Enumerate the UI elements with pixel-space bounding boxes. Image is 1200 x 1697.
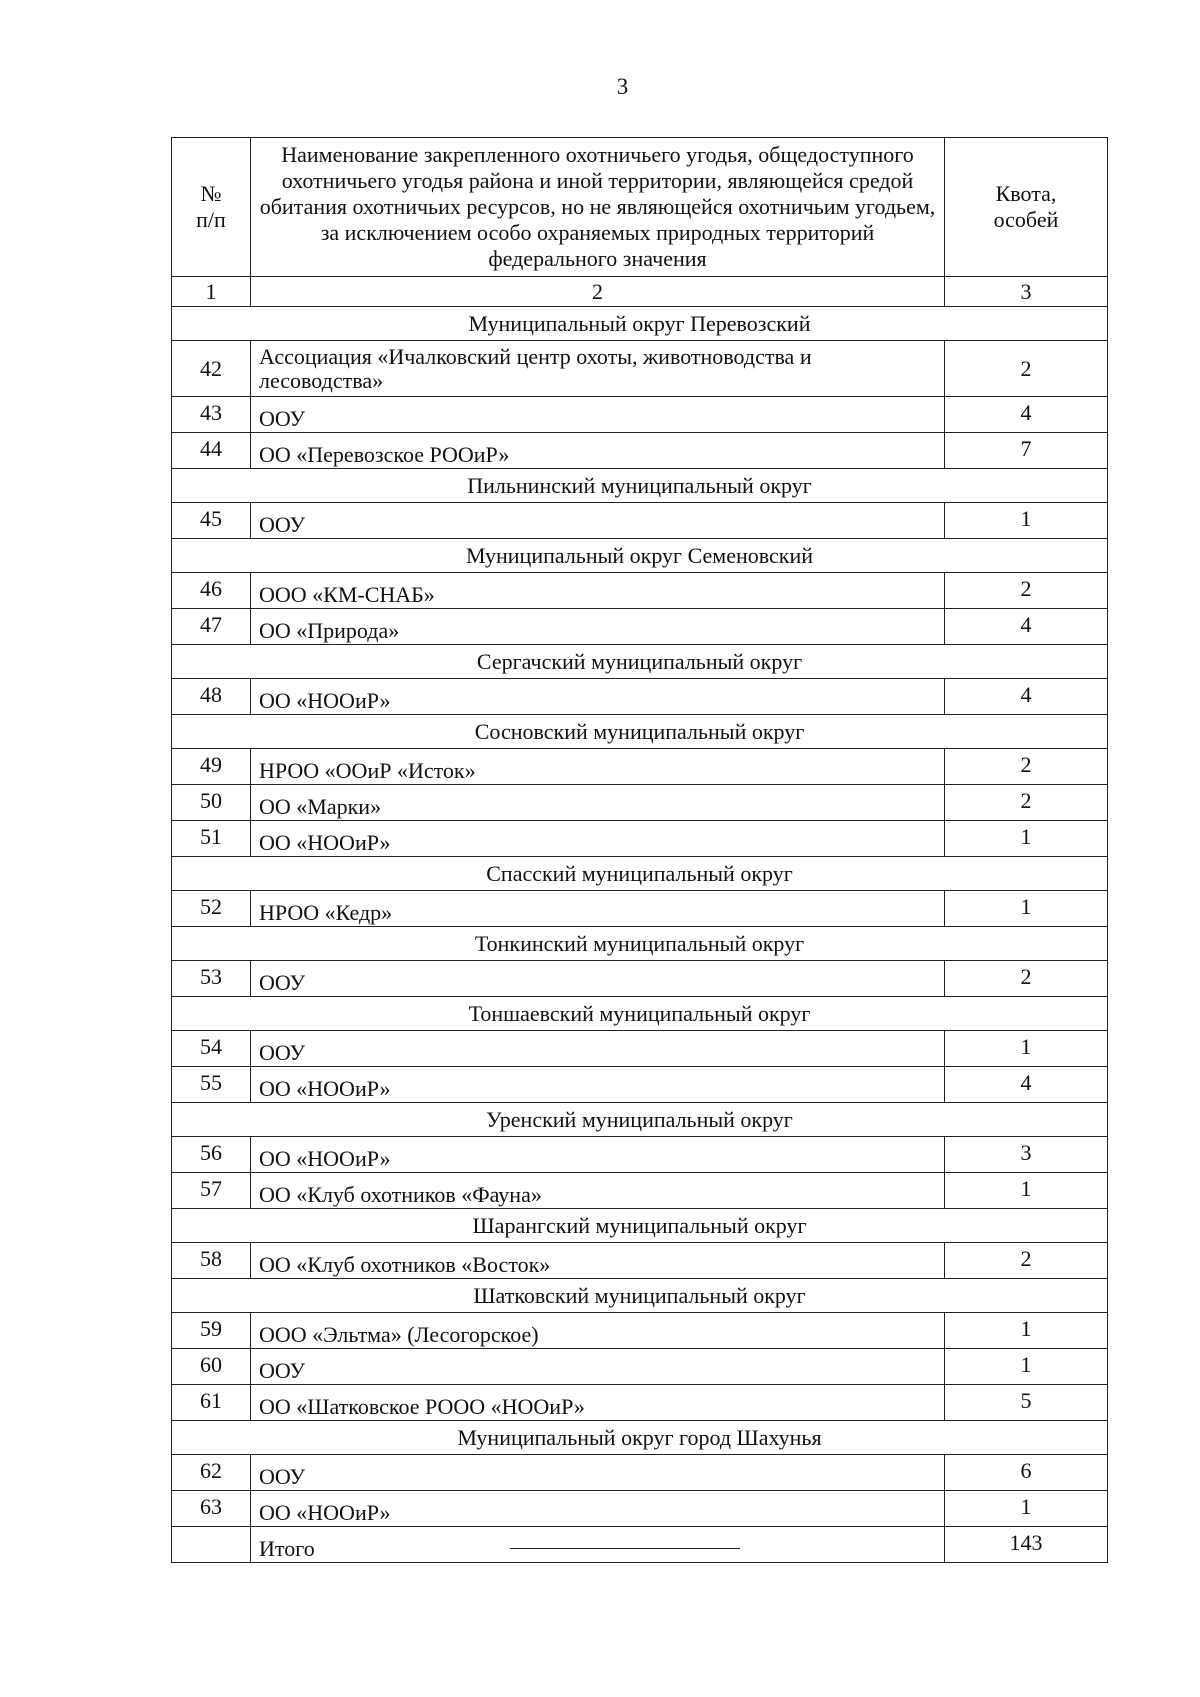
- row-name: ОО «НООиР»: [251, 679, 945, 715]
- row-name: Итого: [251, 1527, 945, 1563]
- row-name: ОО «Природа»: [251, 609, 945, 645]
- district-group-row: [172, 1279, 1108, 1313]
- district-group-row: [172, 469, 1108, 503]
- quota-table: [171, 137, 1108, 1563]
- row-quota: 4: [945, 679, 1108, 715]
- row-name: ООУ: [251, 503, 945, 539]
- row-quota: 1: [945, 1491, 1108, 1527]
- district-title: Муниципальный округ Семеновский: [172, 539, 1108, 573]
- row-name: ОО «Перевозское РООиР»: [251, 433, 945, 469]
- row-quota: 1: [945, 1031, 1108, 1067]
- quota-table-body: [172, 138, 1108, 1563]
- row-quota: 2: [945, 573, 1108, 609]
- table-row: [172, 1349, 1108, 1385]
- row-quota: 1: [945, 1173, 1108, 1209]
- row-name: Ассоциация «Ичалковский центр охоты, животноводства и лесоводства»: [251, 341, 945, 397]
- row-quota: 1: [945, 1313, 1108, 1349]
- row-name: ОО «Шатковское РООО «НООиР»: [251, 1385, 945, 1421]
- district-group-row: [172, 927, 1108, 961]
- district-title: Тонкинский муниципальный округ: [172, 927, 1108, 961]
- row-name: ООУ: [251, 1031, 945, 1067]
- district-title: Шарангский муниципальный округ: [172, 1209, 1108, 1243]
- row-quota: 5: [945, 1385, 1108, 1421]
- row-quota: 1: [945, 821, 1108, 857]
- row-number: 50: [172, 785, 251, 821]
- row-name: ООО «КМ-СНАБ»: [251, 573, 945, 609]
- district-group-row: [172, 997, 1108, 1031]
- row-number: 48: [172, 679, 251, 715]
- district-title: Спасский муниципальный округ: [172, 857, 1108, 891]
- row-number: 53: [172, 961, 251, 997]
- row-quota: 2: [945, 1243, 1108, 1279]
- row-quota: 7: [945, 433, 1108, 469]
- row-number: 46: [172, 573, 251, 609]
- table-row: [172, 749, 1108, 785]
- district-group-row: [172, 539, 1108, 573]
- row-name: ОО «Клуб охотников «Восток»: [251, 1243, 945, 1279]
- row-name: ОО «Марки»: [251, 785, 945, 821]
- end-divider: [510, 1548, 740, 1549]
- table-row: [172, 1385, 1108, 1421]
- header-name: Наименование закрепленного охотничьего угодья, общедоступного охотничьего угодья района и иной территории, являющейся средой обитания охотничьих ресурсов, но не являющейся охотничьим угодьем, за исключением особо охраняемых природных территорий федерального значения: [251, 138, 945, 277]
- row-number: 63: [172, 1491, 251, 1527]
- row-quota: 4: [945, 1067, 1108, 1103]
- table-row: [172, 397, 1108, 433]
- district-title: Муниципальный округ Перевозский: [172, 307, 1108, 341]
- row-number: 58: [172, 1243, 251, 1279]
- row-name: ООО «Эльтма» (Лесогорское): [251, 1313, 945, 1349]
- column-index-3: 3: [945, 277, 1108, 307]
- table-row: [172, 821, 1108, 857]
- column-index-2: 2: [251, 277, 945, 307]
- district-group-row: [172, 715, 1108, 749]
- table-row: [172, 341, 1108, 397]
- district-title: Сосновский муниципальный округ: [172, 715, 1108, 749]
- row-number: 60: [172, 1349, 251, 1385]
- row-name: НРОО «ООиР «Исток»: [251, 749, 945, 785]
- total-row: [172, 1527, 1108, 1563]
- row-name: ООУ: [251, 397, 945, 433]
- table-header-row: [172, 138, 1108, 277]
- row-number: 43: [172, 397, 251, 433]
- row-name: ОО «Клуб охотников «Фауна»: [251, 1173, 945, 1209]
- row-quota: 1: [945, 503, 1108, 539]
- table-row: [172, 785, 1108, 821]
- district-group-row: [172, 1421, 1108, 1455]
- row-number: 44: [172, 433, 251, 469]
- row-quota: 4: [945, 609, 1108, 645]
- row-number: 56: [172, 1137, 251, 1173]
- table-row: [172, 1313, 1108, 1349]
- table-row: [172, 609, 1108, 645]
- table-row: [172, 1455, 1108, 1491]
- table-row: [172, 503, 1108, 539]
- row-name: ОО «НООиР»: [251, 1137, 945, 1173]
- table-row: [172, 1067, 1108, 1103]
- district-title: Пильнинский муниципальный округ: [172, 469, 1108, 503]
- district-group-row: [172, 857, 1108, 891]
- row-quota: 2: [945, 961, 1108, 997]
- row-number: 47: [172, 609, 251, 645]
- row-quota: 1: [945, 891, 1108, 927]
- row-number: 45: [172, 503, 251, 539]
- table-row: [172, 1031, 1108, 1067]
- table-row: [172, 1491, 1108, 1527]
- row-quota: 3: [945, 1137, 1108, 1173]
- row-number: 52: [172, 891, 251, 927]
- district-title: Уренский муниципальный округ: [172, 1103, 1108, 1137]
- district-group-row: [172, 307, 1108, 341]
- district-group-row: [172, 1103, 1108, 1137]
- row-number: 62: [172, 1455, 251, 1491]
- row-number: 51: [172, 821, 251, 857]
- district-group-row: [172, 645, 1108, 679]
- header-quota: Квота, особей: [945, 138, 1108, 277]
- row-number: 54: [172, 1031, 251, 1067]
- row-quota: 2: [945, 785, 1108, 821]
- table-row: [172, 891, 1108, 927]
- district-title: Тоншаевский муниципальный округ: [172, 997, 1108, 1031]
- row-name: ООУ: [251, 1455, 945, 1491]
- table-row: [172, 573, 1108, 609]
- row-number: [172, 1527, 251, 1563]
- table-row: [172, 961, 1108, 997]
- row-quota: 2: [945, 341, 1108, 397]
- table-row: [172, 1173, 1108, 1209]
- row-name: ОО «НООиР»: [251, 1491, 945, 1527]
- row-quota: 143: [945, 1527, 1108, 1563]
- district-title: Сергачский муниципальный округ: [172, 645, 1108, 679]
- table-row: [172, 679, 1108, 715]
- row-name: НРОО «Кедр»: [251, 891, 945, 927]
- column-index-row: [172, 277, 1108, 307]
- page-number: 3: [616, 74, 629, 99]
- row-name: ООУ: [251, 1349, 945, 1385]
- district-group-row: [172, 1209, 1108, 1243]
- district-title: Муниципальный округ город Шахунья: [172, 1421, 1108, 1455]
- row-quota: 4: [945, 397, 1108, 433]
- row-number: 61: [172, 1385, 251, 1421]
- row-number: 49: [172, 749, 251, 785]
- row-name: ОО «НООиР»: [251, 821, 945, 857]
- table-row: [172, 433, 1108, 469]
- row-number: 55: [172, 1067, 251, 1103]
- row-name: ОО «НООиР»: [251, 1067, 945, 1103]
- row-number: 57: [172, 1173, 251, 1209]
- row-quota: 1: [945, 1349, 1108, 1385]
- row-name: ООУ: [251, 961, 945, 997]
- header-number: № п/п: [172, 138, 251, 277]
- row-quota: 2: [945, 749, 1108, 785]
- table-row: [172, 1243, 1108, 1279]
- column-index-1: 1: [172, 277, 251, 307]
- table-row: [172, 1137, 1108, 1173]
- row-quota: 6: [945, 1455, 1108, 1491]
- district-title: Шатковский муниципальный округ: [172, 1279, 1108, 1313]
- row-number: 42: [172, 341, 251, 397]
- row-number: 59: [172, 1313, 251, 1349]
